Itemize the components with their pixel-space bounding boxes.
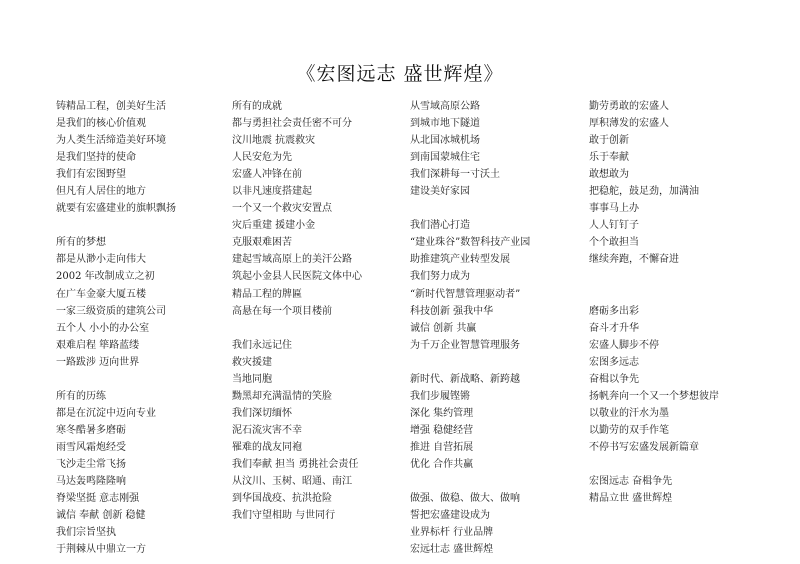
text-line: 敢想敢为 <box>589 169 629 181</box>
text-line: 我们奉献 担当 勇挑社会责任 <box>232 458 359 470</box>
text-line: 我们潜心打造 <box>410 220 470 232</box>
text-line: 泥石流灾害不幸 <box>232 424 302 436</box>
text-column-2 <box>232 98 432 524</box>
text-line <box>56 217 256 234</box>
text-line: 我们永远记住 <box>232 339 292 351</box>
text-line: 一家三级资质的建筑公司 <box>56 305 166 317</box>
text-line <box>589 268 789 285</box>
text-column-1 <box>56 98 256 558</box>
text-line: 我们努力成为 <box>410 271 470 283</box>
text-line <box>410 354 610 371</box>
text-line: 艰难启程 筚路蓝缕 <box>56 339 140 351</box>
text-line: 雨雪风霜炮经受 <box>56 441 126 453</box>
text-line: 新时代、新战略、新跨越 <box>410 373 520 385</box>
text-line: 一个又一个救灾安置点 <box>232 203 332 215</box>
text-line: 诚信 创新 共赢 <box>410 322 477 334</box>
text-line: 都是从渺小走向伟大 <box>56 254 146 266</box>
text-line: 做强、做稳、做大、做响 <box>410 493 520 505</box>
text-line: 到华国战疫、抗洪抢险 <box>232 493 332 505</box>
text-line: 精品工程的牌匾 <box>232 288 302 300</box>
text-column-4 <box>589 98 789 507</box>
text-line: 深化 集约管理 <box>410 407 474 419</box>
text-line: 我们深耕每一寸沃土 <box>410 169 500 181</box>
text-line: 诚信 奉献 创新 稳健 <box>56 510 146 522</box>
text-line: 但凡有人居住的地方 <box>56 186 146 198</box>
text-line: 厚积薄发的宏盛人 <box>589 118 669 130</box>
text-line: 奋楫以争先 <box>589 373 639 385</box>
text-line: 为千万企业智慧管理服务 <box>410 339 520 351</box>
text-line: 马达轰鸣隆隆响 <box>56 476 126 488</box>
text-line: 敢于创新 <box>589 135 629 147</box>
text-line: 脊梁坚挺 意志刚强 <box>56 493 140 505</box>
text-line: 五个人 小小的办公室 <box>56 322 150 334</box>
text-line <box>410 200 610 217</box>
text-line: 宏盛人冲锋在前 <box>232 169 302 181</box>
text-line: 于荆棘从中鼎立一方 <box>56 544 146 556</box>
text-line: 寒冬酷暑多磨砺 <box>56 424 126 436</box>
text-line: 到城市地下隧道 <box>410 118 480 130</box>
text-line: 我们有宏图野望 <box>56 169 126 181</box>
text-line: 个个敢担当 <box>589 237 639 249</box>
text-line: 罹难的战友同袍 <box>232 441 302 453</box>
text-line: 都与勇担社会责任密不可分 <box>232 118 352 130</box>
text-line: 铸精品工程，创美好生活 <box>56 101 166 112</box>
text-line: 奋斗才升华 <box>589 322 639 334</box>
text-line: 继续奔跑，不懈奋进 <box>589 254 679 266</box>
text-line: 黝黑却充满温情的笑脸 <box>232 390 332 402</box>
text-line: 灾后重建 援建小金 <box>232 220 316 232</box>
text-line: 业界标杆 行业品牌 <box>410 527 494 539</box>
text-line: 宏盛人脚步不停 <box>589 339 659 351</box>
text-line: 把稳舵，鼓足劲，加满油 <box>589 186 699 198</box>
text-line: 在广车金豪大厦五楼 <box>56 288 146 300</box>
text-line: 科技创新 强我中华 <box>410 305 494 317</box>
text-line: 磨砺多出彩 <box>589 305 639 317</box>
text-line: “建业珠谷”数智科技产业园 <box>410 237 531 249</box>
text-line: 克服艰难困苦 <box>232 237 292 249</box>
text-line: 人民安危为先 <box>232 152 292 164</box>
text-line: 扬帆奔向一个又一个梦想彼岸 <box>589 390 719 402</box>
text-line: 是我们坚持的使命 <box>56 152 136 164</box>
text-line: 就要有宏盛建业的旗帜飘扬 <box>56 203 176 215</box>
text-line: 所有的梦想 <box>56 237 106 249</box>
text-line: 飞沙走尘常飞扬 <box>56 458 126 470</box>
text-line: 高悬在每一个项目楼前 <box>232 305 332 317</box>
text-line: 一路跋涉 迈向世界 <box>56 356 140 368</box>
text-line: 宏远壮志 盛世辉煌 <box>410 544 494 556</box>
text-line: 增强 稳健经营 <box>410 424 474 436</box>
text-line: 乐于奉献 <box>589 152 629 164</box>
text-line: 是我们的核心价值观 <box>56 118 146 130</box>
text-line: 宏图远志 奋楫争先 <box>589 476 673 488</box>
text-line <box>232 320 432 337</box>
text-line: 救灾援建 <box>232 356 272 368</box>
text-line: 以勤劳的双手作笔 <box>589 424 669 436</box>
text-line: 我们深切缅怀 <box>232 407 292 419</box>
text-line: 从汶川、玉树、昭通、南江 <box>232 476 352 488</box>
text-line: 建起雪域高原上的美汗公路 <box>232 254 352 266</box>
text-line: 筑起小金县人民医院文体中心 <box>232 271 362 283</box>
text-line: 所有的成就 <box>232 101 282 112</box>
text-line: 到南国蒙城住宅 <box>410 152 480 164</box>
text-line: 所有的历练 <box>56 390 106 402</box>
text-line: 宏图多远志 <box>589 356 639 368</box>
text-line: 都是在沉淀中迈向专业 <box>56 407 156 419</box>
text-line: 建设美好家园 <box>410 186 470 198</box>
text-line <box>410 473 610 490</box>
page-title: 《宏图远志 盛世辉煌》 <box>296 63 504 85</box>
text-line: 人人钉钉子 <box>589 220 639 232</box>
text-line: 当地同胞 <box>232 373 272 385</box>
text-line <box>589 456 789 473</box>
text-line: 从雪域高原公路 <box>410 101 480 112</box>
text-line <box>56 371 256 388</box>
text-line: 我们宗旨坚执 <box>56 527 116 539</box>
text-line: 我们守望相助 与世同行 <box>232 510 336 522</box>
text-column-3 <box>410 98 610 558</box>
text-line: 2002 年改制成立之初 <box>56 271 155 283</box>
text-line: 以非凡速度搭建起 <box>232 186 312 198</box>
text-line: 优化 合作共赢 <box>410 458 474 470</box>
text-line: 从北国冰城机场 <box>410 135 480 147</box>
text-line: 助推建筑产业转型发展 <box>410 254 510 266</box>
text-line: 推进 自营拓展 <box>410 441 474 453</box>
text-line <box>589 286 789 303</box>
text-line: 以敬业的汗水为墨 <box>589 407 669 419</box>
text-line: 誓把宏盛建设成为 <box>410 510 490 522</box>
text-line: 不停书写宏盛发展新篇章 <box>589 441 699 453</box>
text-line: 汶川地震 抗震救灾 <box>232 135 316 147</box>
text-line: 为人类生活缔造美好环境 <box>56 135 166 147</box>
text-line: “新时代智慧管理驱动者” <box>410 288 521 300</box>
text-line: 我们步履铿锵 <box>410 390 470 402</box>
text-line: 精品立世 盛世辉煌 <box>589 493 673 505</box>
text-line: 事事马上办 <box>589 203 639 215</box>
text-line: 勤劳勇敢的宏盛人 <box>589 101 669 112</box>
